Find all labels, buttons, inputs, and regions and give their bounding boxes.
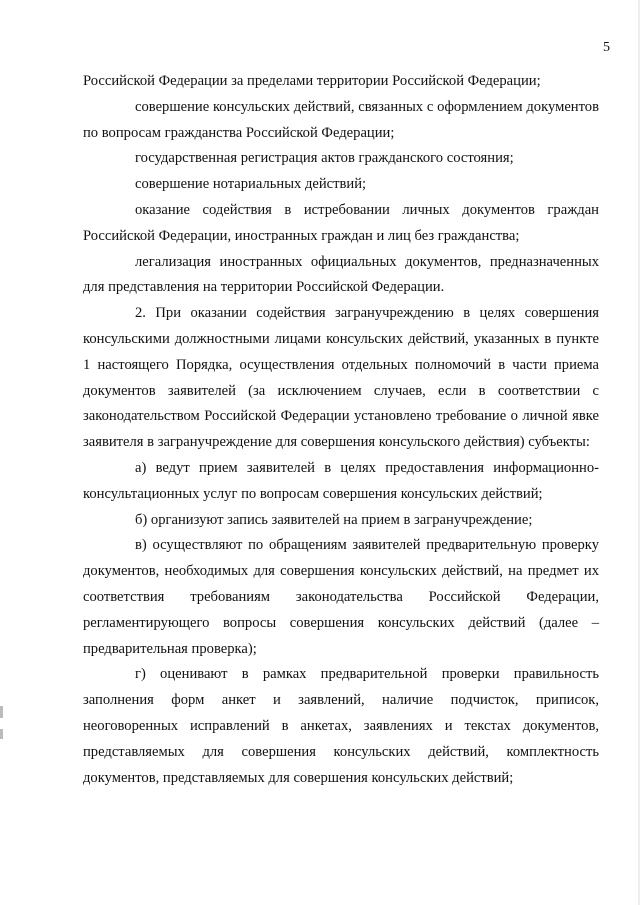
paragraph-notarial-actions: совершение нотариальных действий; — [135, 176, 367, 193]
paragraph-document-requests: оказание содействия в истребовании личных документов граждан Российской Федерации, иностранных граждан и лиц без гражданства; — [83, 201, 599, 244]
paragraph-item-b: б) организуют запись заявителей на прием в загранучреждение; — [135, 511, 533, 528]
document-body — [83, 69, 599, 791]
paragraph-section-2: 2. При оказании содействия загранучреждению в целях совершения консульскими должностными лицами консульских действий, указанных в пункте 1 настоящего Порядка, осуществления отдельных полномочий в части приема документов заявителей (за исключением случаев, если в соответствии с законодательством Российской Федерации установлено требование о личной явке заявителя в загранучреждение для совершения консульского действия) субъекты: — [83, 305, 599, 451]
paragraph-civil-registration: государственная регистрация актов гражданского состояния; — [135, 150, 514, 167]
paragraph-item-g: г) оценивают в рамках предварительной проверки правильность заполнения форм анкет и заявлений, наличие подчисток, приписок, неоговоренных исправлений в анкетах, заявлениях и текстах документов, представляемых для совершения консульских действий, комплектность документов, представляемых для совершения консульских действий; — [83, 666, 599, 786]
paragraph-legalization: легализация иностранных официальных документов, предназначенных для представления на территории Российской Федерации. — [83, 253, 599, 296]
page-number: 5 — [603, 40, 610, 55]
paragraph-citizenship-actions: совершение консульских действий, связанных с оформлением документов по вопросам гражданства Российской Федерации; — [83, 98, 599, 141]
paragraph-continuation: Российской Федерации за пределами территории Российской Федерации; — [83, 73, 541, 89]
paragraph-item-v: в) осуществляют по обращениям заявителей предварительную проверку документов, необходимых для совершения консульских действий, на предмет их соответствия требованиям законодательства Российской Федерации, регламентирующего вопросы совершения консульских действий (далее – предварительная проверка); — [83, 537, 599, 657]
paragraph-item-a: а) ведут прием заявителей в целях предоставления информационно-консультационных услуг по вопросам совершения консульских действий; — [83, 459, 599, 502]
scan-margin-mark — [0, 729, 3, 739]
scan-margin-mark — [0, 706, 3, 718]
